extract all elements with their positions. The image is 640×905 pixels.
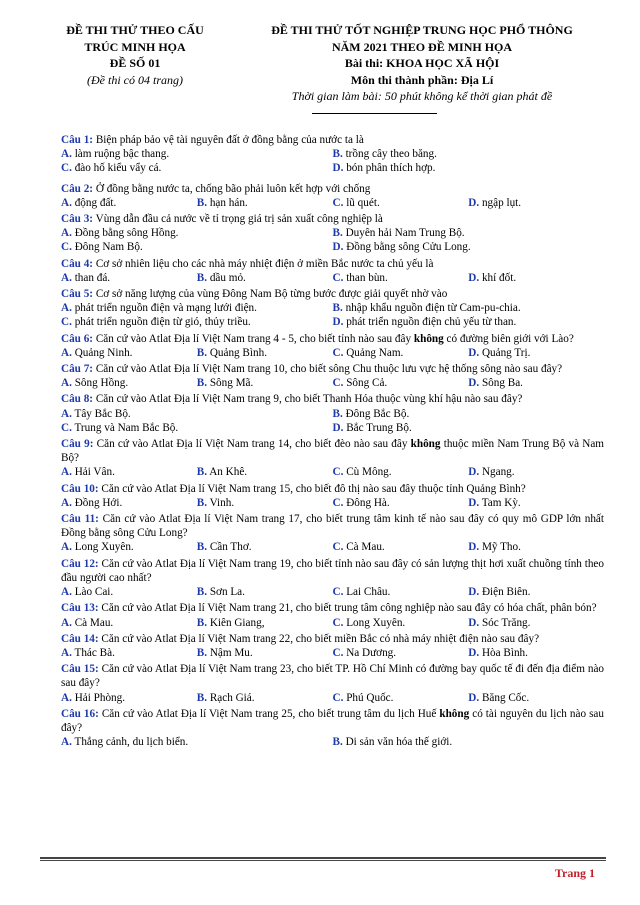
answer-options [61,147,604,175]
option-letter: D. [468,496,480,509]
option-letter: D. [468,346,480,359]
option-letter: A. [61,148,72,161]
answer-option[interactable] [61,196,197,210]
answer-option[interactable] [333,646,469,660]
answer-options [61,735,604,749]
answer-options [61,465,604,479]
question-stem: Câu 4: Cơ sở nhiên liệu cho các nhà máy nhiệt điện ở miền Bắc nước ta chủ yếu là [61,257,434,270]
option-letter: A. [61,646,72,659]
question-item [61,512,604,555]
header-left-line2: TRÚC MINH HỌA [84,39,186,54]
option-text: phát triển nguồn điện từ gió, thủy triều. [71,316,251,329]
option-letter: B. [332,227,343,240]
option-letter: A. [61,407,72,420]
question-stem: Câu 12: Căn cứ vào Atlat Địa lí Việt Nam trang 19, cho biết tỉnh nào sau đây có sản lượng thịt hơi xuất chuồng tính theo đầu người cao nhất? [61,557,604,584]
option-text: Kiên Giang, [207,616,265,629]
answer-option[interactable] [197,271,333,285]
question-number: Câu 10: [61,482,99,495]
option-letter: C. [332,346,344,359]
answer-option[interactable] [468,691,604,705]
answer-options [61,496,604,510]
option-text: than đá. [71,271,111,284]
option-letter: C. [61,241,72,254]
option-text: Duyên hải Nam Trung Bộ. [342,227,465,240]
option-text: An Khê. [207,466,248,479]
page-number: Trang 1 [554,866,595,880]
emphasis-word: không [413,332,444,345]
option-letter: D. [468,541,480,554]
answer-option[interactable] [61,585,197,599]
option-text: Sông Ba. [479,377,523,390]
option-letter: A. [61,586,72,599]
footer-rule-thin [40,860,606,861]
answer-option[interactable] [333,407,605,421]
option-text: trồng cây theo băng. [342,148,437,161]
question-number: Câu 5: [61,288,94,301]
option-text: Sóc Trăng. [479,616,531,629]
option-letter: C. [332,466,344,479]
answer-option[interactable] [333,301,605,315]
option-letter: C. [332,196,344,209]
answer-option[interactable] [333,585,469,599]
question-number: Câu 2: [61,182,94,195]
option-letter: D. [332,421,344,434]
question-number: Câu 9: [61,438,94,451]
option-letter: C. [332,377,344,390]
option-letter: C. [61,162,72,175]
answer-options [61,226,604,254]
answer-option[interactable] [197,346,333,360]
option-letter: D. [468,691,480,704]
option-text: phát triển nguồn điện và mạng lưới điện. [71,302,257,315]
answer-option[interactable] [197,376,333,390]
option-text: phát triển nguồn điện chủ yếu từ than. [343,316,517,329]
option-letter: B. [332,148,343,161]
option-letter: A. [61,346,72,359]
answer-options [61,301,604,329]
question-item [61,392,604,435]
option-text: Phú Quốc. [343,691,394,704]
question-item [61,632,604,660]
question-stem: Câu 15: Căn cứ vào Atlat Địa lí Việt Nam trang 23, cho biết TP. Hồ Chí Minh có đường bay quốc tế đi đến địa điểm nào sau đây? [61,663,605,690]
answer-option[interactable] [61,315,333,329]
option-text: Lai Châu. [343,586,391,599]
option-text: Trung và Nam Bắc Bộ. [71,421,179,434]
question-number: Câu 12: [61,557,99,570]
answer-option[interactable] [61,376,197,390]
option-letter: C. [61,421,72,434]
question-stem: Câu 3: Vùng dẫn đầu cả nước về tỉ trọng giá trị sản xuất công nghiệp là [61,213,383,226]
answer-options [61,540,604,554]
option-text: Đông Nam Bộ. [71,241,143,254]
option-letter: C. [332,271,344,284]
answer-option[interactable] [333,691,469,705]
emphasis-word: không [410,438,441,451]
answer-option[interactable] [468,540,604,554]
footer-rule [40,857,606,859]
option-letter: D. [332,316,344,329]
exam-component: Môn thi thành phần: Địa Lí [350,72,494,87]
option-text: hạn hán. [207,196,248,209]
answer-options [61,691,604,705]
question-list [61,133,604,749]
option-text: Hòa Bình. [479,646,528,659]
exam-subject: Bài thi: KHOA HỌC XÃ HỘI [344,56,500,70]
option-letter: C. [332,691,344,704]
option-text: Tây Bắc Bộ. [71,407,131,420]
option-letter: D. [468,616,480,629]
option-letter: B. [196,346,208,359]
answer-option[interactable] [468,346,604,360]
header-underline [312,113,437,114]
question-item [61,133,604,176]
question-stem: Câu 1: Biện pháp bảo vệ tài nguyên đất ở đồng bằng của nước ta là [61,134,364,146]
answer-option[interactable] [61,147,333,161]
exam-subtitle: NĂM 2021 THEO ĐỀ MINH HỌA [331,39,513,54]
option-text: Thắng cảnh, du lịch biển. [71,736,189,749]
answer-options [61,376,604,390]
question-item [61,601,604,629]
option-text: nhập khẩu nguồn điện từ Cam-pu-chia. [342,302,521,315]
answer-option[interactable] [333,147,605,161]
question-stem: Câu 6: Căn cứ vào Atlat Địa lí Việt Nam trang 4 - 5, cho biết tỉnh nào sau đây không có đường biên giới với Lào? [61,332,574,345]
option-letter: A. [61,736,72,749]
option-text: bón phân thích hợp. [343,162,436,175]
option-text: Vinh. [207,496,235,509]
option-letter: C. [61,316,72,329]
answer-option[interactable] [61,540,197,554]
option-text: lũ quét. [343,196,380,209]
answer-option[interactable] [468,196,604,210]
answer-option[interactable] [197,540,333,554]
option-text: Ngang. [479,466,515,479]
option-text: Đông Hà. [343,496,390,509]
answer-option[interactable] [61,496,197,510]
option-letter: A. [61,302,72,315]
question-item [61,257,604,285]
answer-option[interactable] [61,161,333,175]
option-text: Tam Kỳ. [479,496,521,509]
option-letter: C. [332,646,344,659]
option-text: Bắc Trung Bộ. [343,421,412,434]
option-text: Cà Mau. [343,541,385,554]
answer-option[interactable] [61,691,197,705]
option-letter: B. [196,271,208,284]
option-letter: D. [468,586,480,599]
question-stem: Câu 9: Căn cứ vào Atlat Địa lí Việt Nam trang 14, cho biết đèo nào sau đây không thuộc miền Nam Trung Bộ và Nam Bộ? [61,438,605,465]
answer-option[interactable] [333,226,605,240]
answer-option[interactable] [333,421,605,435]
option-letter: A. [61,196,72,209]
question-number: Câu 8: [61,393,94,406]
option-letter: A. [61,496,72,509]
option-letter: D. [468,466,480,479]
option-text: Điện Biên. [479,586,531,599]
answer-option[interactable] [333,161,605,175]
question-stem: Câu 7: Căn cứ vào Atlat Địa lí Việt Nam trang 10, cho biết sông Chu thuộc lưu vực hệ thống sông nào sau đây? [61,363,563,376]
option-letter: D. [332,162,344,175]
answer-option[interactable] [468,585,604,599]
answer-option[interactable] [333,271,469,285]
option-letter: B. [196,377,208,390]
question-number: Câu 4: [61,257,94,270]
answer-option[interactable] [333,376,469,390]
option-letter: B. [196,466,208,479]
answer-option[interactable] [197,465,333,479]
question-item [61,362,604,390]
answer-option[interactable] [61,301,333,315]
option-text: Lào Cai. [71,586,114,599]
question-stem: Câu 8: Căn cứ vào Atlat Địa lí Việt Nam trang 9, cho biết Thanh Hóa thuộc vùng khí hậu nào sau đây? [61,393,523,406]
answer-option[interactable] [61,226,333,240]
option-text: ngập lụt. [479,196,522,209]
answer-option[interactable] [197,691,333,705]
question-number: Câu 7: [61,363,94,376]
option-text: Nậm Mu. [207,646,253,659]
option-letter: B. [332,736,343,749]
option-letter: B. [332,302,343,315]
option-text: Sông Mã. [207,377,254,390]
question-item [61,437,604,480]
question-item [61,482,604,510]
question-stem: Câu 5: Cơ sở năng lượng của vùng Đông Nam Bộ từng bước được giải quyết nhờ vào [61,288,448,301]
option-letter: B. [196,691,208,704]
question-stem: Câu 14: Căn cứ vào Atlat Địa lí Việt Nam trang 22, cho biết miền Bắc có nhà máy nhiệt điện nào sau đây? [61,632,540,645]
answer-option[interactable] [468,496,604,510]
header-right [232,22,612,105]
answer-options [61,616,604,630]
answer-option[interactable] [197,496,333,510]
question-number: Câu 1: [61,134,94,146]
answer-option[interactable] [333,496,469,510]
option-letter: B. [332,407,343,420]
option-text: khí đốt. [479,271,517,284]
header-left [40,22,230,88]
option-letter: C. [332,541,344,554]
option-letter: B. [196,616,208,629]
answer-options [61,271,604,285]
option-letter: D. [468,377,480,390]
option-text: động đất. [71,196,117,209]
option-letter: A. [61,377,72,390]
answer-option[interactable] [61,407,333,421]
option-text: Quảng Bình. [207,346,267,359]
answer-option[interactable] [61,421,333,435]
option-text: Đồng bằng sông Hồng. [71,227,179,240]
question-number: Câu 6: [61,332,94,345]
question-stem: Câu 2: Ở đồng bằng nước ta, chống bão phải luôn kết hợp với chống [61,182,371,195]
option-text: Băng Cốc. [479,691,530,704]
question-stem: Câu 13: Căn cứ vào Atlat Địa lí Việt Nam trang 21, cho biết trung tâm công nghiệp nào sau đây có hóa chất, phân bón? [61,602,597,615]
option-text: Di sản văn hóa thế giới. [342,736,453,749]
option-letter: B. [196,496,208,509]
answer-option[interactable] [333,240,605,254]
answer-option[interactable] [197,196,333,210]
header-left-line1: ĐỀ THI THỬ THEO CẤU [66,23,204,37]
question-item [61,182,604,210]
answer-option[interactable] [468,646,604,660]
answer-options [61,646,604,660]
answer-option[interactable] [197,585,333,599]
option-letter: D. [468,271,480,284]
answer-option[interactable] [468,616,604,630]
option-text: Cần Thơ. [207,541,252,554]
answer-option[interactable] [197,616,333,630]
option-letter: A. [61,616,72,629]
answer-option[interactable] [333,315,605,329]
option-letter: A. [61,271,72,284]
question-number: Câu 3: [61,213,94,226]
answer-option[interactable] [333,540,469,554]
option-letter: A. [61,691,72,704]
option-letter: C. [332,496,344,509]
answer-option[interactable] [61,616,197,630]
option-letter: B. [196,646,208,659]
answer-option[interactable] [61,646,197,660]
question-number: Câu 13: [61,602,99,615]
option-text: Quảng Trị. [479,346,531,359]
question-item [61,557,604,600]
option-letter: D. [468,196,480,209]
option-text: Hải Vân. [71,466,115,479]
option-letter: A. [61,227,72,240]
option-letter: B. [196,586,208,599]
option-text: Cà Mau. [71,616,114,629]
option-text: Na Dương. [343,646,397,659]
question-item [61,287,604,330]
option-text: Quảng Ninh. [71,346,133,359]
question-number: Câu 11: [61,513,99,526]
answer-option[interactable] [61,271,197,285]
answer-option[interactable] [333,346,469,360]
option-text: làm ruộng bậc thang. [71,148,170,161]
emphasis-word: không [439,707,470,720]
question-number: Câu 14: [61,632,99,645]
exam-duration: Thời gian làm bài: 50 phút không kể thời gian phát đề [291,89,553,103]
question-item [61,662,604,705]
answer-options [61,407,604,435]
option-text: Long Xuyên. [71,541,134,554]
answer-options [61,585,604,599]
question-stem: Câu 11: Căn cứ vào Atlat Địa lí Việt Nam trang 17, cho biết trung tâm kinh tế nào sau đây có quy mô GDP lớn nhất Đồng bằng sông Cửu Long? [61,513,604,540]
option-text: Sông Cả. [343,377,388,390]
option-letter: D. [468,646,480,659]
question-item [61,707,604,750]
answer-option[interactable] [61,465,197,479]
answer-option[interactable] [333,616,469,630]
exam-code: ĐỀ SỐ 01 [109,56,161,70]
option-text: Quảng Nam. [343,346,404,359]
option-letter: B. [196,196,208,209]
option-letter: C. [332,616,344,629]
option-text: Thác Bà. [71,646,115,659]
option-letter: C. [332,586,344,599]
answer-option[interactable] [468,465,604,479]
answer-option[interactable] [333,465,469,479]
option-text: than bùn. [343,271,388,284]
answer-option[interactable] [333,735,605,749]
answer-option[interactable] [468,271,604,285]
answer-option[interactable] [468,376,604,390]
option-letter: D. [332,241,344,254]
question-number: Câu 16: [61,707,99,720]
answer-option[interactable] [61,240,333,254]
option-text: Rạch Giá. [207,691,255,704]
option-letter: A. [61,466,72,479]
option-text: Sơn La. [207,586,245,599]
page-count-note: (Đề thi có 04 trang) [87,72,183,87]
answer-option[interactable] [197,646,333,660]
exam-title: ĐỀ THI THỬ TỐT NGHIỆP TRUNG HỌC PHỔ THÔNG [271,23,573,37]
option-text: Long Xuyên. [343,616,406,629]
option-text: Sông Hồng. [71,377,129,390]
option-text: Đồng bằng sông Cửu Long. [343,241,471,254]
question-item [61,332,604,360]
question-number: Câu 15: [61,663,99,676]
question-item [61,212,604,255]
option-text: Cù Mông. [343,466,392,479]
question-stem: Câu 16: Căn cứ vào Atlat Địa lí Việt Nam trang 25, cho biết trung tâm du lịch Huế không có tài nguyên du lịch nào sau đây? [61,707,604,734]
option-text: Hải Phòng. [71,691,126,704]
question-stem: Câu 10: Căn cứ vào Atlat Địa lí Việt Nam trang 15, cho biết đô thị nào sau đây thuộc tỉnh Quảng Bình? [61,482,526,495]
answer-option[interactable] [61,735,333,749]
answer-option[interactable] [333,196,469,210]
option-letter: B. [196,541,208,554]
answer-option[interactable] [61,346,197,360]
option-letter: A. [61,541,72,554]
answer-options [61,196,604,210]
option-text: Đồng Hới. [71,496,123,509]
option-text: dầu mỏ. [207,271,246,284]
option-text: Đông Bắc Bộ. [342,407,410,420]
answer-options [61,346,604,360]
option-text: đào hố kiểu vẩy cá. [71,162,162,175]
option-text: Mỹ Tho. [479,541,521,554]
